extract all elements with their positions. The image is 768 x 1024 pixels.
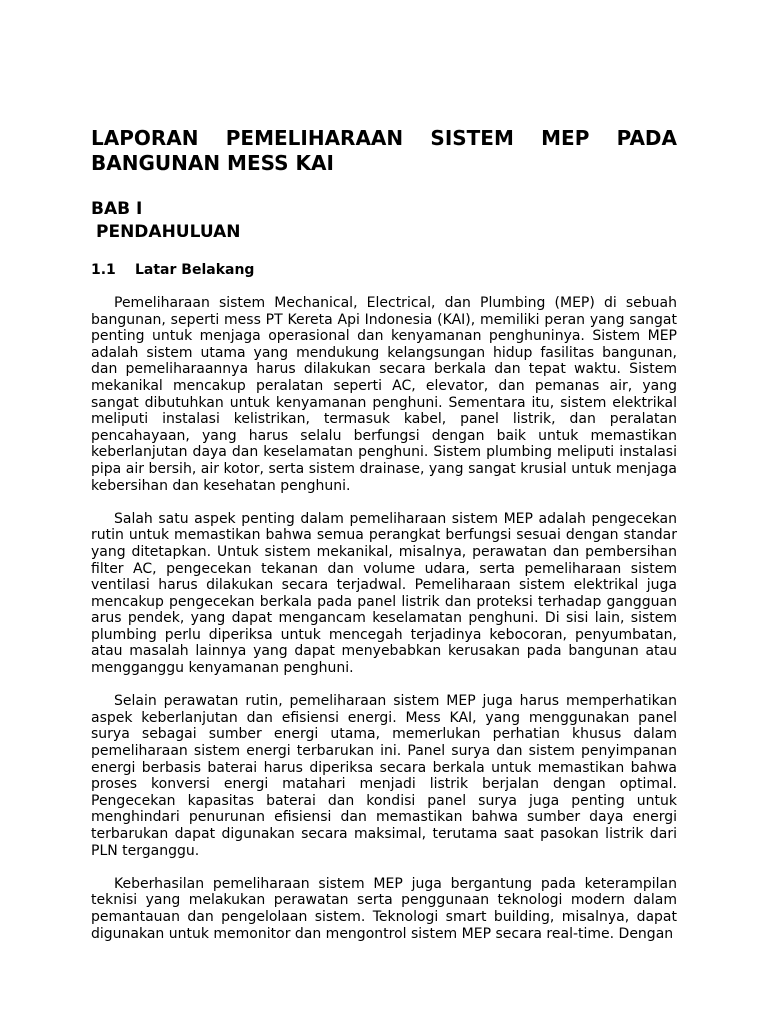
section-number: 1.1 bbox=[91, 262, 116, 278]
document-title-line-2: BANGUNAN MESS KAI bbox=[91, 151, 334, 175]
paragraph: Pemeliharaan sistem Mechanical, Electrical, dan Plumbing (MEP) di sebuah bangunan, seperti mess PT Kereta Api Indonesia (KAI), memiliki peran yang sangat penting untuk menjaga operasional dan kenyamanan penghuninya. Sistem MEP adalah sistem utama yang mendukung kelangsungan hidup fasilitas bangunan, dan pemeliharaannya harus dilakukan secara berkala dan tepat waktu. Sistem mekanikal mencakup peralatan seperti AC, elevator, dan pemanas air, yang sangat dibutuhkan untuk kenyamanan penghuni. Sementara itu, sistem elektrikal meliputi instalasi kelistrikan, termasuk kabel, panel listrik, dan peralatan pencahayaan, yang harus selalu berfungsi dengan baik untuk memastikan keberlanjutan daya dan keselamatan penghuni. Sistem plumbing meliputi instalasi pipa air bersih, air kotor, serta sistem drainase, yang sangat krusial untuk menjaga kebersihan dan kesehatan penghuni. bbox=[91, 295, 677, 494]
document-title bbox=[91, 126, 677, 176]
paragraph: Salah satu aspek penting dalam pemeliharaan sistem MEP adalah pengecekan rutin untuk memastikan bahwa semua perangkat berfungsi sesuai dengan standar yang ditetapkan. Untuk sistem mekanikal, misalnya, perawatan dan pembersihan filter AC, pengecekan tekanan dan volume udara, serta pemeliharaan sistem ventilasi harus dilakukan secara terjadwal. Pemeliharaan sistem elektrikal juga mencakup pengecekan berkala pada panel listrik dan proteksi terhadap gangguan arus pendek, yang dapat mengancam keselamatan penghuni. Di sisi lain, sistem plumbing perlu diperiksa untuk mencegah terjadinya kebocoran, penyumbatan, atau masalah lainnya yang dapat menyebabkan kerusakan pada bangunan atau mengganggu kenyamanan penghuni. bbox=[91, 510, 677, 677]
section-heading bbox=[91, 261, 677, 279]
section-title: Latar Belakang bbox=[135, 262, 255, 278]
document-title-line-1: LAPORAN PEMELIHARAAN SISTEM MEP PADA bbox=[91, 126, 677, 150]
paragraph: Keberhasilan pemeliharaan sistem MEP juga bergantung pada keterampilan teknisi yang melakukan perawatan serta penggunaan teknologi modern dalam pemantauan dan pengelolaan sistem. Teknologi smart building, misalnya, dapat digunakan untuk memonitor dan mengontrol sistem MEP secara real-time. Dengan bbox=[91, 875, 677, 942]
paragraph: Selain perawatan rutin, pemeliharaan sistem MEP juga harus memperhatikan aspek keberlanjutan dan efisiensi energi. Mess KAI, yang menggunakan panel surya sebagai sumber energi utama, memerlukan perhatian khusus dalam pemeliharaan sistem energi terbarukan ini. Panel surya dan sistem penyimpanan energi berbasis baterai harus diperiksa secara berkala untuk memastikan bahwa proses konversi energi matahari menjadi listrik berjalan dengan optimal. Pengecekan kapasitas baterai dan kondisi panel surya juga penting untuk menghindari penurunan efisiensi dan memastikan bahwa sumber daya energi terbarukan dapat digunakan secara maksimal, terutama saat pasokan listrik dari PLN terganggu. bbox=[91, 693, 677, 859]
chapter-label: BAB I bbox=[91, 199, 143, 219]
chapter-title: PENDAHULUAN bbox=[96, 222, 241, 242]
chapter-heading bbox=[91, 198, 677, 244]
